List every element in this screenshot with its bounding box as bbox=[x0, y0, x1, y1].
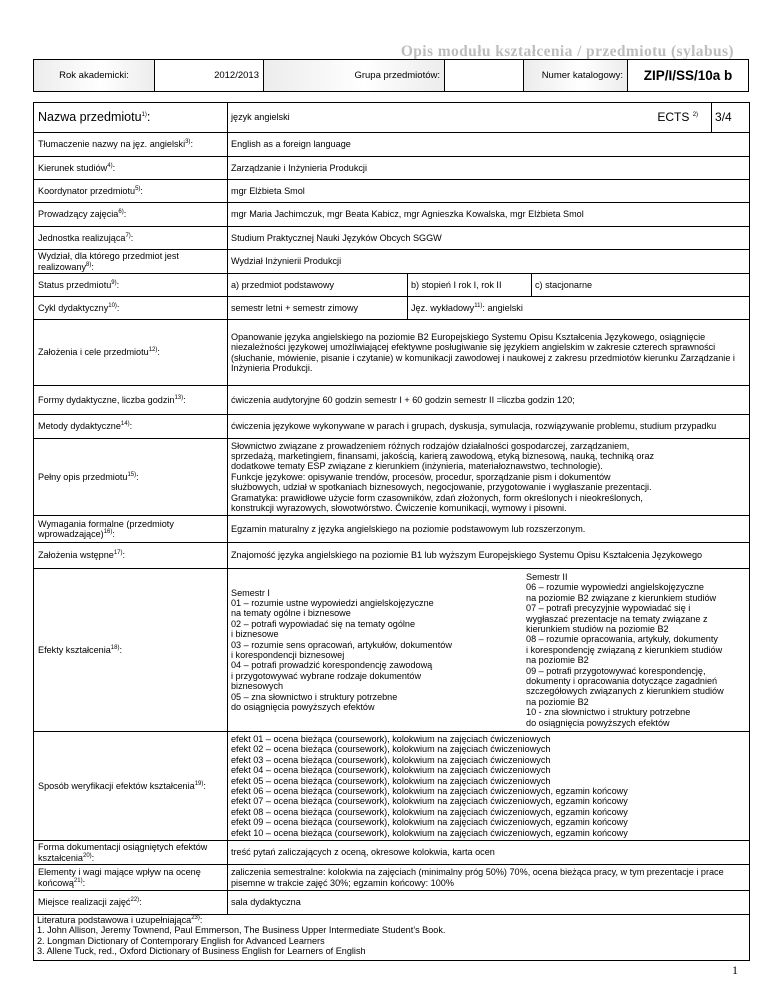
zalozenia-wstepne-label: Założenia wstępne$^{17)}$: bbox=[34, 543, 228, 569]
prowadzacy-label: Prowadzący zajęcia$^{6)}$: bbox=[34, 203, 228, 227]
efekt-line: 02 – potrafi wypowiadać się na tematy ogólne bbox=[231, 618, 416, 629]
row-weryfikacja bbox=[34, 732, 750, 841]
efekt-line: i przygotowywać wybrane rodzaje dokumentów bbox=[231, 670, 422, 681]
efekt-line: do osiągnięcia powyższych efektów bbox=[231, 702, 375, 713]
forma-dokumentacji-value: treść pytań zaliczających z oceną, okresowe kolokwia, karta ocen bbox=[228, 841, 750, 865]
efekt-line: 06 – rozumie wypowiedzi angielskojęzyczne bbox=[526, 582, 704, 593]
pelny-opis-label: Pełny opis przedmiotu$^{15)}$: bbox=[34, 439, 228, 516]
row-zalozenia-cele bbox=[34, 320, 750, 386]
efekt-line: i korespondencję związaną z kierunkiem studiów bbox=[526, 644, 723, 655]
weryfikacja-line: efekt 01 – ocena bieżąca (coursework), kolokwium na zajęciach ćwiczeniowych bbox=[231, 733, 551, 744]
tlumaczenie-value: English as a foreign language bbox=[228, 133, 750, 157]
jednostka-value: Studium Praktycznej Nauki Języków Obcych SGGW bbox=[228, 227, 750, 250]
row-nazwa bbox=[34, 103, 750, 133]
row-forma-dokumentacji bbox=[34, 841, 750, 865]
syllabus-table bbox=[33, 102, 750, 961]
cykl-value: semestr letni + semestr zimowy bbox=[228, 297, 408, 320]
pelny-opis-line: Funkcje językowe: opisywanie trendów, procesów, procedur, sporządzanie pism i dokumentów bbox=[231, 471, 611, 482]
efekt-line: 09 – potrafi przygotowywać korespondencję, bbox=[526, 665, 706, 676]
kierunek-label: Kierunek studiów$^{4)}$: bbox=[34, 157, 228, 180]
weryfikacja-line: efekt 04 – ocena bieżąca (coursework), kolokwium na zajęciach ćwiczeniowych bbox=[231, 765, 551, 776]
status-a: a) przedmiot podstawowy bbox=[228, 274, 408, 297]
forma-dokumentacji-label: Forma dokumentacji osiągniętych efektów kształcenia$^{20)}$: bbox=[34, 841, 228, 865]
efekt-line: i biznesowe bbox=[231, 629, 279, 640]
pelny-opis-line: Słownictwo związane z prowadzeniem różnych rodzajów działalności gospodarczej, zarządzaniem, bbox=[231, 440, 630, 451]
status-label: Status przedmiotu$^{9)}$: bbox=[34, 274, 228, 297]
pelny-opis-line: służbowych, udział w spotkaniach biznesowych, negocjowanie, przygotowanie i wygłaszanie prezentacji. bbox=[231, 482, 652, 493]
efekt-line: biznesowych bbox=[231, 681, 284, 692]
ects-label: ECTS $^{2)}$ bbox=[657, 110, 699, 125]
nazwa-value-cell bbox=[228, 103, 712, 133]
miejsce-label: Miejsce realizacji zajęć$^{22)}$: bbox=[34, 891, 228, 915]
weryfikacja-line: efekt 08 – ocena bieżąca (coursework), kolokwium na zajęciach ćwiczeniowych, egzamin końcowy bbox=[231, 806, 628, 817]
pelny-opis-line: sprzedażą, marketingiem, finansami, jakością, karierą zawodową, etyką biznesową, nauką, techniką oraz bbox=[231, 450, 655, 461]
weryfikacja-line: efekt 07 – ocena bieżąca (coursework), kolokwium na zajęciach ćwiczeniowych, egzamin końcowy bbox=[231, 796, 628, 807]
row-koordynator bbox=[34, 180, 750, 203]
weryfikacja-line: efekt 05 – ocena bieżąca (coursework), kolokwium na zajęciach ćwiczeniowych bbox=[231, 775, 551, 786]
zalozenia-cele-value: Opanowanie języka angielskiego na poziomie B2 Europejskiego Systemu Opisu Kształcenia Językowego, osiągnięcie niezależności językowej umożliwiającej efektywne posługiwanie się językiem angielskim w zakresie czterech sprawności (słuchanie, mówienie, pisanie i czytanie) w komunikacji zawodowej i naukowej z zakresu przedmiotów kierunku Zarządzanie i Inżynieria Produkcji. bbox=[228, 320, 750, 386]
header-info-table bbox=[33, 59, 749, 92]
grupa-przedmiotow-value bbox=[445, 60, 524, 92]
status-b: b) stopień I rok I, rok II bbox=[408, 274, 532, 297]
efekt-line: i korespondencji biznesowej bbox=[231, 650, 345, 660]
wymagania-label: Wymagania formalne (przedmioty wprowadzające)$^{16)}$: bbox=[34, 516, 228, 543]
page-header-title: Opis modułu kształcenia / przedmiotu (sylabus) bbox=[400, 43, 734, 60]
row-pelny-opis bbox=[34, 439, 750, 516]
efekt-line: na poziomie B2 bbox=[526, 696, 589, 707]
row-miejsce bbox=[34, 891, 750, 915]
wymagania-value: Egzamin maturalny z języka angielskiego na poziomie podstawowym lub rozszerzonym. bbox=[228, 516, 750, 543]
weryfikacja-line: efekt 06 – ocena bieżąca (coursework), kolokwium na zajęciach ćwiczeniowych, egzamin końcowy bbox=[231, 786, 628, 796]
efekty-value bbox=[228, 569, 750, 732]
page-number: 1 bbox=[732, 963, 738, 977]
efekt-line: 03 – rozumie sens opracowań, artykułów, dokumentów bbox=[231, 639, 452, 650]
row-zalozenia-wstepne bbox=[34, 543, 750, 569]
numer-katalogowy-label: Numer katalogowy: bbox=[524, 60, 628, 92]
row-tlumaczenie bbox=[34, 133, 750, 157]
wydzial-value: Wydział Inżynierii Produkcji bbox=[228, 250, 750, 274]
row-wymagania bbox=[34, 516, 750, 543]
row-formy bbox=[34, 386, 750, 415]
literatura-cell bbox=[34, 915, 750, 961]
pelny-opis-line: Gramatyka: prawidłowe użycie form czasowników, zdań złożonych, form określonych i nieokreślonych, bbox=[231, 492, 643, 503]
jednostka-label: Jednostka realizująca$^{7)}$: bbox=[34, 227, 228, 250]
efekty-label: Efekty kształcenia$^{18)}$: bbox=[34, 569, 228, 732]
miejsce-value: sala dydaktyczna bbox=[228, 891, 750, 915]
cykl-label: Cykl dydaktyczny$^{10)}$: bbox=[34, 297, 228, 320]
efekt-line: do osiągnięcia powyższych efektów bbox=[526, 717, 670, 728]
efekt-line: na poziomie B2 związane z kierunkiem studiów bbox=[526, 592, 717, 603]
row-metody bbox=[34, 415, 750, 439]
rok-akademicki-value: 2012/2013 bbox=[155, 60, 264, 92]
zalozenia-wstepne-value: Znajomość języka angielskiego na poziomie B1 lub wyższym Europejskiego Systemu Opisu Kształcenia Językowego bbox=[228, 543, 750, 569]
row-wydzial bbox=[34, 250, 750, 274]
efekty-semestr-2 bbox=[526, 572, 746, 728]
efekt-line: na poziomie B2 bbox=[526, 655, 589, 666]
metody-label: Metody dydaktyczne$^{14)}$: bbox=[34, 415, 228, 439]
numer-katalogowy-value: ZIP/I/SS/10a b bbox=[628, 60, 749, 92]
efekt-line: wygłaszać prezentacje na tematy związane z bbox=[526, 613, 708, 624]
efekt-line: kierunkiem studiów na poziomie B2 bbox=[526, 623, 669, 634]
literatura-label: Literatura podstawowa i uzupełniająca$^{23)}$: bbox=[37, 914, 203, 925]
zalozenia-cele-label: Założenia i cele przedmiotu$^{12)}$: bbox=[34, 320, 228, 386]
literatura-item: 2. Longman Dictionary of Contemporary English for Advanced Learners bbox=[37, 935, 325, 946]
elementy-label: Elementy i wagi mające wpływ na ocenę końcową$^{21)}$: bbox=[34, 865, 228, 891]
row-jednostka bbox=[34, 227, 750, 250]
efekt-line: dokumenty i opracowania dotyczące zagadnień bbox=[526, 676, 718, 687]
jezyk-wykladowy: Jęz. wykładowy$^{11)}$: angielski bbox=[408, 297, 750, 320]
weryfikacja-line: efekt 10 – ocena bieżąca (coursework), kolokwium na zajęciach ćwiczeniowych, egzamin końcowy bbox=[231, 827, 628, 838]
row-efekty bbox=[34, 569, 750, 732]
efekt-line: 10 - zna słownictwo i struktury potrzebne bbox=[526, 707, 691, 718]
efekt-line: 04 – potrafi prowadzić korespondencję zawodową bbox=[231, 660, 433, 671]
weryfikacja-line: efekt 02 – ocena bieżąca (coursework), kolokwium na zajęciach ćwiczeniowych bbox=[231, 744, 551, 755]
efekt-line: na tematy ogólne i biznesowe bbox=[231, 608, 351, 619]
pelny-opis-line: dodatkowe tematy ESP związane z kierunkiem (inżynieria, materiałoznawstwo, technologie). bbox=[231, 461, 603, 472]
literatura-item: 3. Allene Tuck, red., Oxford Dictionary of Business English for Learners of English bbox=[37, 946, 366, 957]
status-c: c) stacjonarne bbox=[532, 274, 750, 297]
kierunek-value: Zarządzanie i Inżynieria Produkcji bbox=[228, 157, 750, 180]
koordynator-value: mgr Elżbieta Smol bbox=[228, 180, 750, 203]
row-kierunek bbox=[34, 157, 750, 180]
tlumaczenie-label: Tłumaczenie nazwy na jęz. angielski$^{3)}$: bbox=[34, 133, 228, 157]
efekty-semestr-1 bbox=[231, 588, 483, 713]
efekt-line: 07 – potrafi precyzyjnie wypowiadać się i bbox=[526, 603, 691, 614]
efekt-line: Semestr II bbox=[526, 571, 568, 582]
weryfikacja-label: Sposób weryfikacji efektów kształcenia$^{19)}$: bbox=[34, 732, 228, 841]
pelny-opis-line: konstrukcji wyrazowych, słowotwórstwo. Ćwiczenie komunikacji, wymowy i pisowni. bbox=[231, 503, 567, 514]
nazwa-value: język angielski bbox=[231, 112, 290, 123]
weryfikacja-line: efekt 03 – ocena bieżąca (coursework), kolokwium na zajęciach ćwiczeniowych bbox=[231, 754, 551, 765]
wydzial-label: Wydział, dla którego przedmiot jest realizowany$^{8)}$: bbox=[34, 250, 228, 274]
grupa-przedmiotow-label: Grupa przedmiotów: bbox=[264, 60, 445, 92]
elementy-value: zaliczenia semestralne: kolokwia na zajęciach (minimalny próg 50%) 70%, ocena bieżąca pracy, w tym prezentacje i prace pisemne w trakcie zajęć 30%; egzamin końcowy: 100% bbox=[228, 865, 750, 891]
formy-value: ćwiczenia audytoryjne 60 godzin semestr I + 60 godzin semestr II =liczba godzin 120; bbox=[228, 386, 750, 415]
efekt-line: 01 – rozumie ustne wypowiedzi angielskojęzyczne bbox=[231, 597, 434, 608]
nazwa-label: Nazwa przedmiotu$^{1)}$: bbox=[34, 103, 228, 133]
prowadzacy-value: mgr Maria Jachimczuk, mgr Beata Kabicz, mgr Agnieszka Kowalska, mgr Elżbieta Smol bbox=[228, 203, 750, 227]
pelny-opis-value bbox=[228, 439, 750, 516]
row-literatura bbox=[34, 915, 750, 961]
rok-akademicki-label: Rok akademicki: bbox=[34, 60, 155, 92]
weryfikacja-value bbox=[228, 732, 750, 841]
weryfikacja-line: efekt 09 – ocena bieżąca (coursework), kolokwium na zajęciach ćwiczeniowych, egzamin końcowy bbox=[231, 817, 628, 828]
metody-value: ćwiczenia językowe wykonywane w parach i grupach, dyskusja, symulacja, rozwiązywanie problemu, studium przypadku bbox=[228, 415, 750, 439]
row-status bbox=[34, 274, 750, 297]
efekt-line: 08 – rozumie opracowania, artykuły, dokumenty bbox=[526, 634, 718, 645]
row-cykl bbox=[34, 297, 750, 320]
efekt-line: 05 – zna słownictwo i struktury potrzebne bbox=[231, 691, 398, 702]
row-elementy bbox=[34, 865, 750, 891]
literatura-item: 1. John Allison, Jeremy Townend, Paul Emmerson, The Business Upper Intermediate Student’s Book. bbox=[37, 925, 446, 936]
ects-value: 3/4 bbox=[712, 103, 750, 133]
koordynator-label: Koordynator przedmiotu$^{5)}$: bbox=[34, 180, 228, 203]
efekt-line: Semestr I bbox=[231, 587, 270, 598]
formy-label: Formy dydaktyczne, liczba godzin$^{13)}$: bbox=[34, 386, 228, 415]
row-prowadzacy bbox=[34, 203, 750, 227]
efekt-line: szczegółowych związanych z kierunkiem studiów bbox=[526, 686, 724, 697]
